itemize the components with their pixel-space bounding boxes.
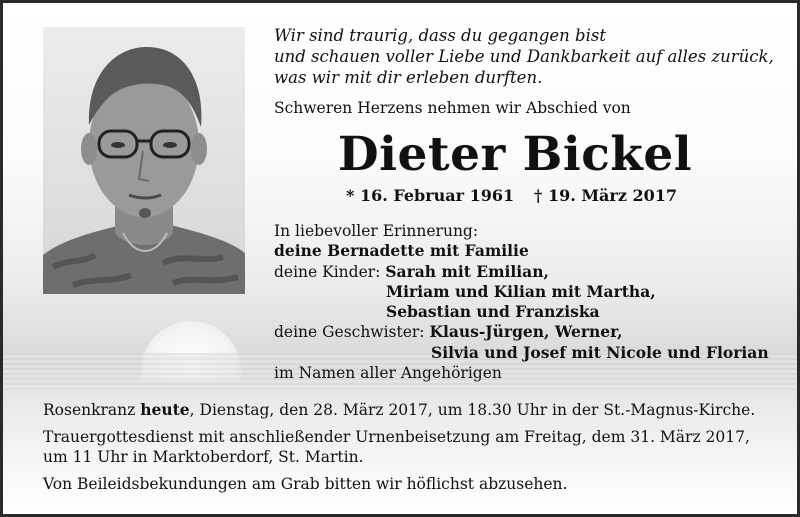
sibling-entry: Silvia und Josef mit Nicole und Florian (431, 342, 769, 362)
deceased-name: Dieter Bickel (337, 127, 693, 182)
mourners-intro: In liebevoller Erinnerung: (274, 222, 479, 240)
funeral-notice-line: um 11 Uhr in Marktoberdorf, St. Martin. (43, 448, 364, 466)
quote-line: Wir sind traurig, dass du gegangen bist (274, 26, 606, 45)
child-entry: Sebastian und Franziska (386, 302, 600, 322)
spouse-line: deine Bernadette mit Familie (274, 241, 529, 261)
rosary-pre: Rosenkranz (43, 401, 141, 419)
rosary-today: heute (140, 400, 190, 419)
service-info (43, 400, 783, 494)
portrait-illustration (43, 27, 245, 294)
birth-date: * 16. Februar 1961 (346, 186, 515, 205)
portrait-photo (43, 27, 245, 294)
funeral-notice-line: Trauergottesdienst mit anschließender Urnenbeisetzung am Freitag, dem 31. März 2017, (43, 428, 750, 446)
children-row (274, 262, 769, 282)
farewell-intro: Schweren Herzens nehmen wir Abschied von (274, 99, 631, 117)
rosary-post: , Dienstag, den 28. März 2017, um 18.30 Uhr in der St.-Magnus-Kirche. (189, 401, 756, 419)
name-block (227, 3, 800, 203)
mourners-closing: im Namen aller Angehörigen (274, 364, 502, 383)
siblings-row (274, 322, 769, 342)
condolence-notice: Von Beileidsbekundungen am Grab bitten wir höflichst abzusehen. (43, 475, 568, 493)
mourners-list (274, 221, 769, 383)
quote-line: und schauen voller Liebe und Dankbarkeit auf alles zurück, (274, 47, 774, 66)
death-date: † 19. März 2017 (534, 186, 678, 205)
child-entry: Miriam und Kilian mit Martha, (386, 281, 656, 301)
child-entry: Sarah mit Emilian, (385, 261, 549, 281)
siblings-label: deine Geschwister: (274, 323, 425, 342)
quote-line: was wir mit dir erleben durften. (274, 68, 543, 87)
children-label: deine Kinder: (274, 262, 381, 281)
rosary-notice (43, 400, 783, 420)
sibling-entry: Klaus-Jürgen, Werner, (429, 322, 623, 342)
